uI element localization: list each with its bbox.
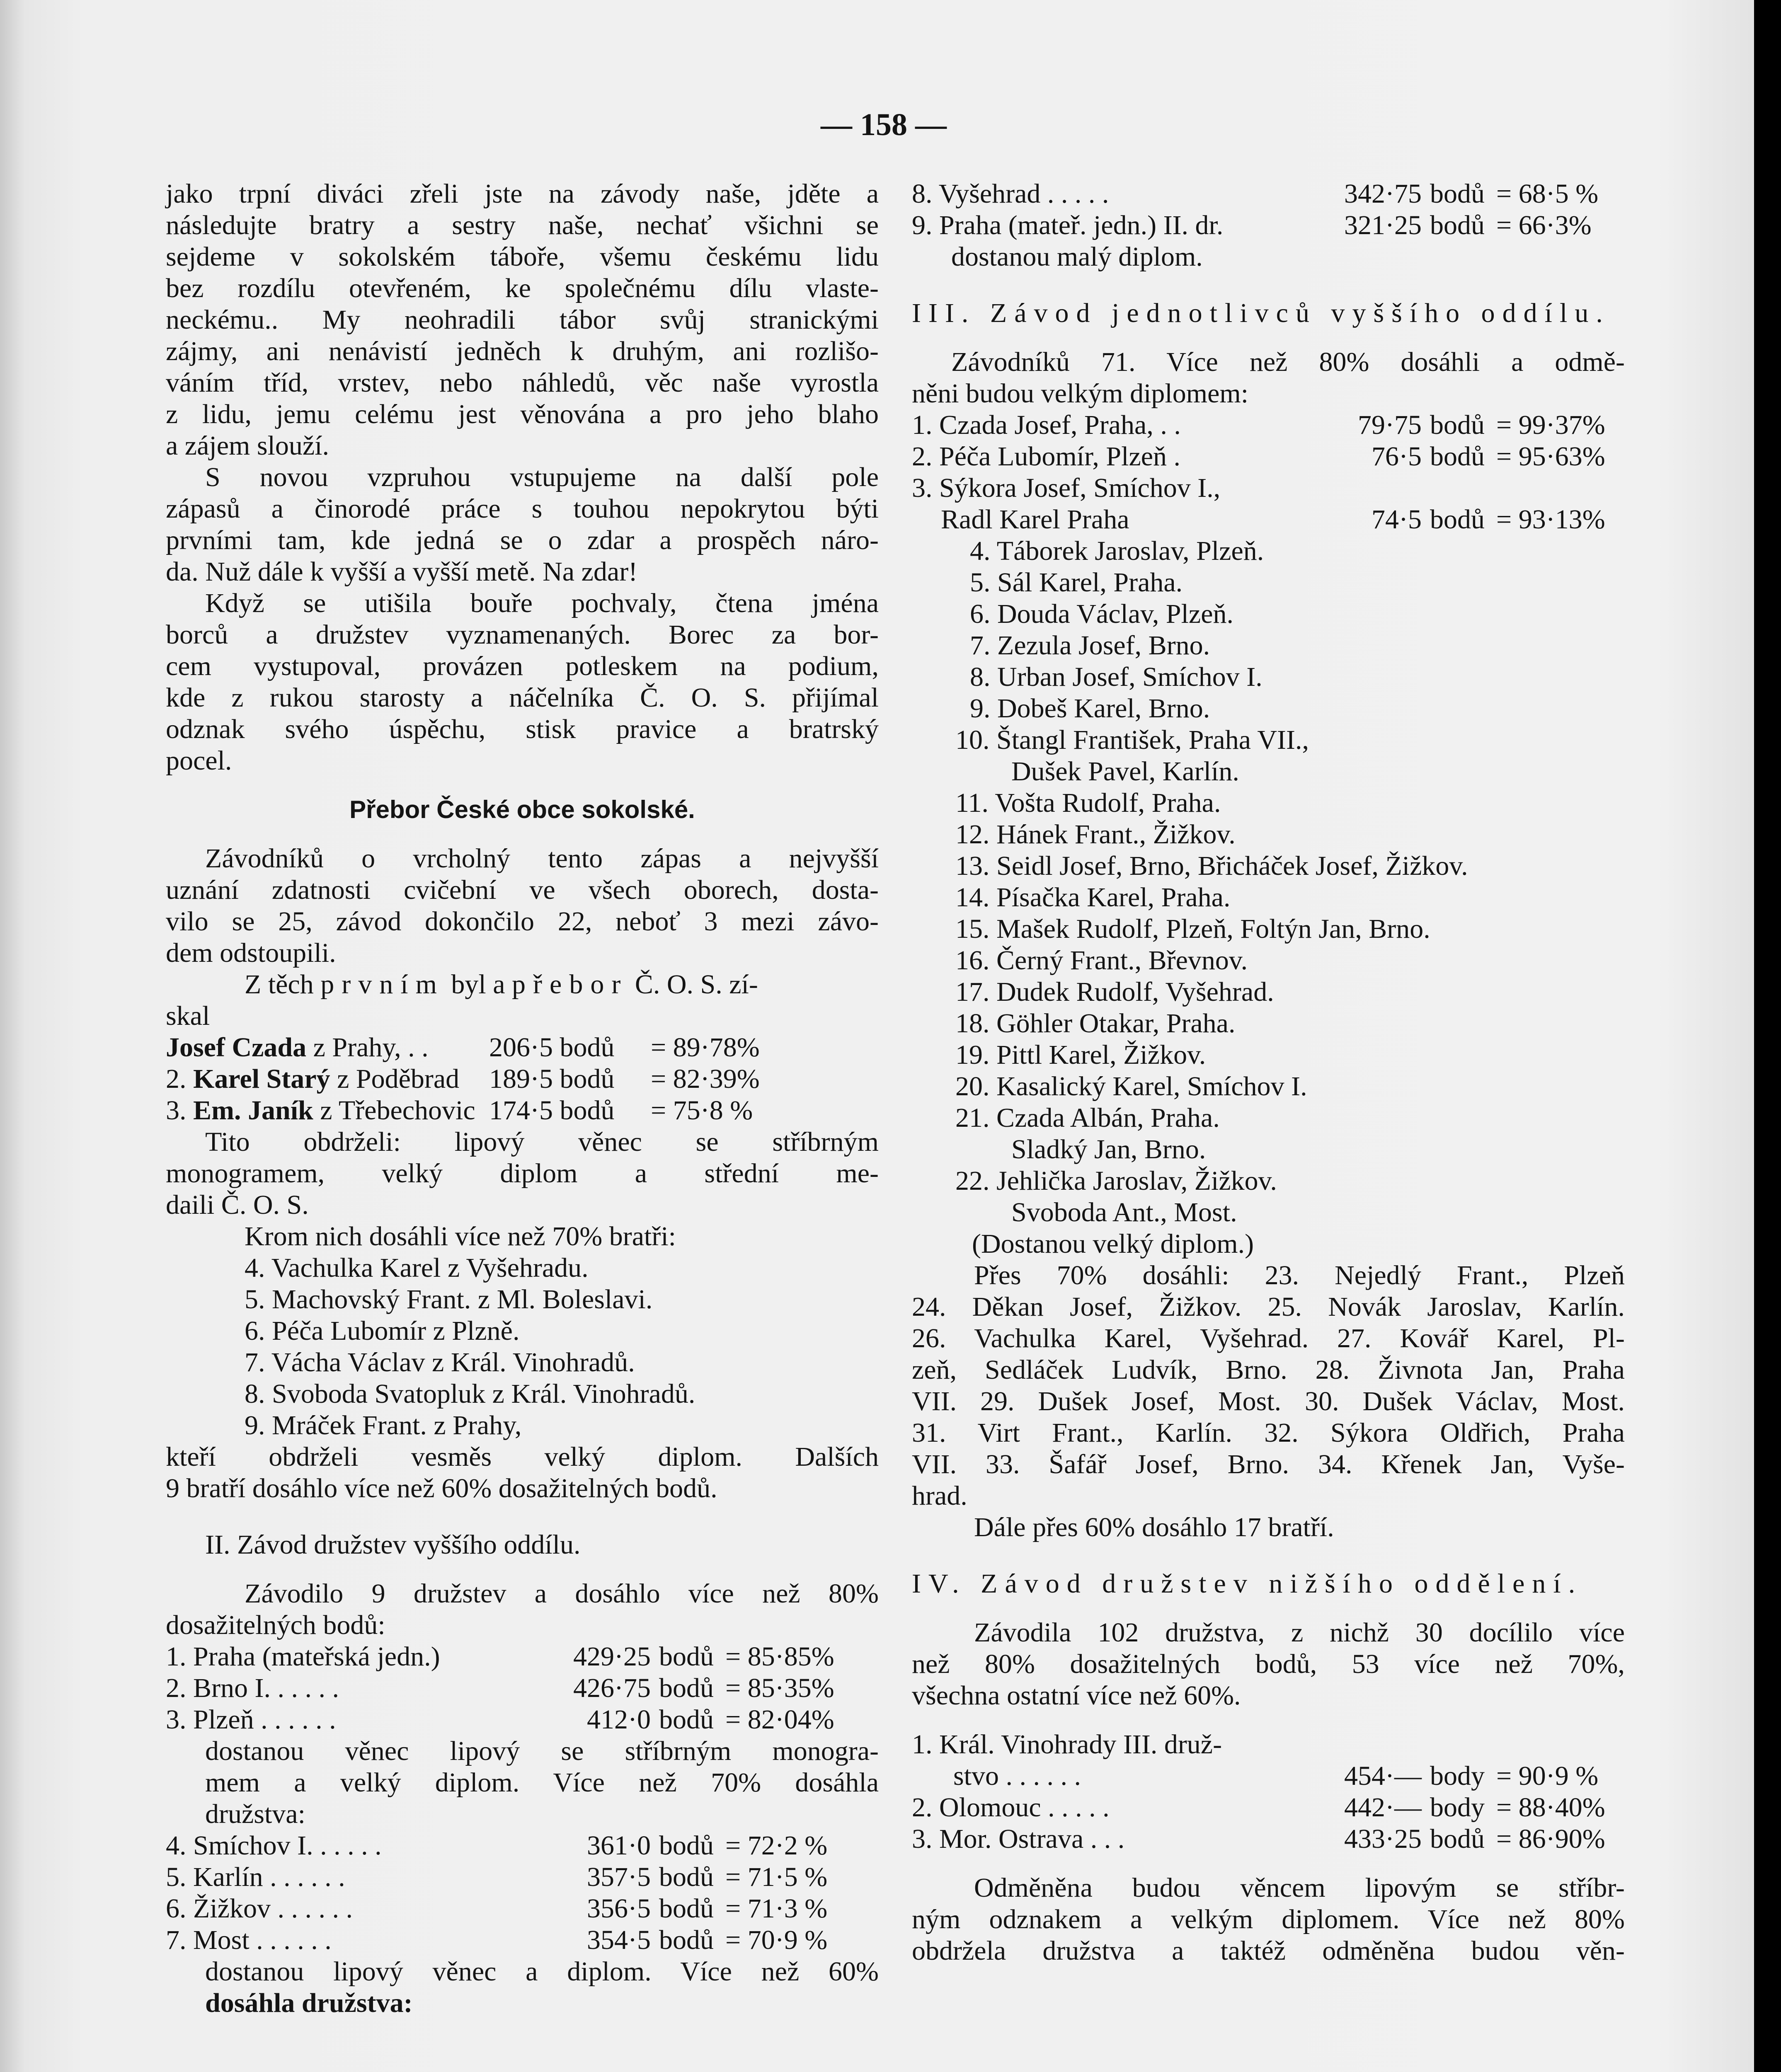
- team-name: 6. Žižkov . . . . . .: [166, 1893, 353, 1924]
- above70-list: [166, 1252, 879, 1441]
- text-line: pocel.: [166, 746, 232, 776]
- athlete-points: 76·5: [1371, 441, 1422, 472]
- text-line: dostanou lipový věnec a diplom. Více než 60%: [205, 1956, 879, 1987]
- table-row: [166, 1095, 879, 1126]
- team-unit: bodů: [659, 1704, 714, 1735]
- athlete-unit: bodů: [1430, 441, 1485, 472]
- winner-name: Em. Janík: [193, 1095, 313, 1126]
- list-item: 14. Písačka Karel, Praha.: [955, 882, 1231, 913]
- section-heading: II. Závod družstev vyššího oddílu.: [205, 1530, 581, 1560]
- team-name: 1. Praha (mateřská jedn.): [166, 1641, 440, 1672]
- paragraph: [166, 588, 879, 777]
- team-unit: bodů: [659, 1925, 714, 1955]
- list-item: 8. Urban Josef, Smíchov I.: [970, 662, 1262, 692]
- list-item: Dušek Pavel, Karlín.: [1011, 756, 1239, 787]
- list-item: 6. Douda Václav, Plzeň.: [970, 599, 1233, 629]
- text-line: dosažitelných bodů:: [166, 1610, 385, 1640]
- text-line: než 80% dosažitelných bodů, 53 více než 70%,: [912, 1649, 1625, 1679]
- team-name: 7. Most . . . . . .: [166, 1925, 332, 1955]
- table-row: [166, 1673, 879, 1704]
- list-item: 8. Svoboda Svatopluk z Král. Vinohradů.: [245, 1379, 695, 1409]
- team-unit: bodů: [659, 1673, 714, 1703]
- table-row: [912, 1792, 1625, 1823]
- winner-rank: 2.: [166, 1064, 187, 1094]
- paragraph: [166, 843, 879, 1032]
- text-line: Dále přes 60% dosáhlo 17 bratří.: [974, 1512, 1334, 1542]
- team-unit: bodů: [659, 1830, 714, 1861]
- text-line: a zájem slouží.: [166, 431, 330, 461]
- text-line: dem odstoupili.: [166, 938, 336, 968]
- team-points: 361·0: [587, 1830, 651, 1861]
- table-row: [912, 441, 1625, 472]
- text-line: Odměněna budou věncem lipovým se stříbr-: [974, 1873, 1625, 1903]
- text-line: všechna ostatní více než 60%.: [912, 1680, 1241, 1711]
- text-line: monogramem, velký diplom a střední me-: [166, 1158, 879, 1188]
- text-line: S novou vzpruhou vstupujeme na další pole: [205, 462, 879, 492]
- section-heading: [912, 1568, 1625, 1600]
- team-unit: bodů: [659, 1641, 714, 1672]
- table-row: [912, 472, 1625, 504]
- team-unit: bodů: [1430, 210, 1485, 240]
- winner-from: z Prahy, . .: [313, 1032, 429, 1063]
- text-line: VII. 29. Dušek Josef, Most. 30. Dušek Václav, Most.: [912, 1386, 1625, 1416]
- text-line: borců a družstev vyznamenaných. Borec za bor-: [166, 620, 879, 650]
- text-span: Č. O. S. zí-: [635, 969, 758, 1000]
- list-item: 18. Göhler Otakar, Praha.: [955, 1008, 1236, 1038]
- text-line: 31. Virt Frant., Karlín. 32. Sýkora Oldřich, Praha: [912, 1418, 1625, 1448]
- heading-text: IV. Závod družstev nižšího oddělení.: [912, 1569, 1583, 1599]
- winner-from: z Třebechovic: [320, 1095, 475, 1126]
- athlete-pct: = 99·37%: [1496, 410, 1605, 440]
- list-item: 16. Černý Frant., Břevnov.: [955, 945, 1248, 975]
- page-number: — 158 —: [821, 107, 947, 142]
- table-row: [912, 1760, 1625, 1792]
- text-line: něni budou velkým diplomem:: [912, 378, 1249, 409]
- text-line: Když se utišila bouře pochvaly, čtena jména: [205, 588, 879, 618]
- text-line: Přes 70% dosáhli: 23. Nejedlý Frant., Plzeň: [974, 1260, 1625, 1290]
- athlete-pct: = 93·13%: [1496, 504, 1605, 535]
- individuals-top-table: [912, 409, 1625, 535]
- list-item: 17. Dudek Rudolf, Vyšehrad.: [955, 977, 1274, 1007]
- table-row: [912, 178, 1625, 210]
- list-item: 13. Seidl Josef, Brno, Břicháček Josef, Žižkov.: [955, 851, 1468, 881]
- winner-rank: 3.: [166, 1095, 187, 1126]
- list-item: 1. Král. Vinohrady III. druž-: [912, 1729, 1222, 1760]
- text-line: da. Nuž dále k vyšší a vyšší metě. Na zdar!: [166, 557, 638, 587]
- list-item: 9. Mráček Frant. z Prahy,: [245, 1410, 522, 1440]
- text-line: Krom nich dosáhli více než 70% bratři:: [245, 1221, 676, 1251]
- team-points: 426·75: [573, 1673, 651, 1703]
- list-item: 11. Vošta Rudolf, Praha.: [955, 788, 1221, 818]
- text-line: prvními tam, kde jedná se o zdar a prospěch náro-: [166, 525, 879, 555]
- team-points: 433·25: [1344, 1824, 1422, 1854]
- text-line: uznání zdatnosti cvičební ve všech oborech, dosta-: [166, 875, 879, 905]
- team-pct: = 82·04%: [725, 1704, 834, 1735]
- athlete-points: 79·75: [1358, 410, 1422, 440]
- table-row: [166, 1861, 879, 1893]
- team-points: 321·25: [1344, 210, 1422, 240]
- text-line: daili Č. O. S.: [166, 1190, 309, 1220]
- list-item: Svoboda Ant., Most.: [1011, 1197, 1237, 1227]
- table-row: [166, 1893, 879, 1924]
- table-row: [166, 1641, 879, 1673]
- winner-points: 206·5 bodů: [489, 1032, 615, 1063]
- table-row: [912, 210, 1625, 241]
- paragraph: [912, 1260, 1625, 1512]
- winner-points: 189·5 bodů: [489, 1064, 615, 1094]
- table-row: [166, 1830, 879, 1861]
- team-pct: = 88·40%: [1496, 1792, 1605, 1823]
- team-unit: bodů: [659, 1893, 714, 1924]
- right-column: [912, 178, 1625, 1967]
- list-item: 4. Táborek Jaroslav, Plzeň.: [970, 536, 1264, 566]
- team-pct: = 90·9 %: [1496, 1761, 1599, 1791]
- text-line: 9 bratří dosáhlo více než 60% dosažitelných bodů.: [166, 1473, 717, 1503]
- winner-pct: = 82·39%: [651, 1064, 760, 1094]
- team-name: 3. Plzeň . . . . . .: [166, 1704, 336, 1735]
- team-points: 429·25: [573, 1641, 651, 1672]
- team-points: 357·5: [587, 1862, 651, 1892]
- text-span: byl a: [451, 969, 505, 1000]
- left-column: [166, 178, 879, 2019]
- text-line: dostanou malý diplom.: [951, 242, 1203, 272]
- athlete-unit: bodů: [1430, 410, 1485, 440]
- athlete-points: 74·5: [1371, 504, 1422, 535]
- team-name: 4. Smíchov I. . . . . .: [166, 1830, 382, 1861]
- lower-teams-table: [912, 1760, 1625, 1855]
- teams-mid-table: [166, 1830, 879, 1956]
- table-row: [912, 409, 1625, 441]
- list-item: 19. Pittl Karel, Žižkov.: [955, 1040, 1206, 1070]
- text-line: Závodníků o vrcholný tento zápas a nejvyšší: [205, 843, 879, 874]
- section-heading: [912, 298, 1625, 329]
- team-pct: = 72·2 %: [725, 1830, 828, 1861]
- text-line: mem a velký diplom. Více než 70% dosáhla: [205, 1767, 879, 1798]
- athlete-pct: = 95·63%: [1496, 441, 1605, 472]
- text-line: skal: [166, 1001, 210, 1031]
- list-item: 7. Vácha Václav z Král. Vinohradů.: [245, 1347, 635, 1377]
- spaced-text: přebor: [512, 969, 628, 1000]
- text-line: [166, 969, 879, 1000]
- team-unit: bodů: [1430, 1824, 1485, 1854]
- text-line: neckému.. My neohradili tábor svůj stranickými: [166, 305, 879, 335]
- list-item: 5. Sál Karel, Praha.: [970, 567, 1183, 598]
- athlete-name: 3. Sýkora Josef, Smíchov I.,: [912, 473, 1221, 503]
- text-line: cem vystupoval, provázen potleskem na podium,: [166, 651, 879, 681]
- text-line: Závodníků 71. Více než 80% dosáhli a odmě-: [951, 347, 1625, 377]
- text-line: 26. Vachulka Karel, Vyšehrad. 27. Kovář Karel, Pl-: [912, 1323, 1625, 1353]
- team-name: 2. Brno I. . . . . .: [166, 1673, 339, 1703]
- winner-name: Josef Czada: [166, 1032, 307, 1063]
- list-item: 15. Mašek Rudolf, Plzeň, Foltýn Jan, Brno.: [955, 914, 1430, 944]
- team-name: 5. Karlín . . . . . .: [166, 1862, 345, 1892]
- team-pct: = 70·9 %: [725, 1925, 828, 1955]
- text-line: váním tříd, vrstev, nebo náhledů, věc naše vyrostla: [166, 368, 879, 398]
- text-line: dosáhla družstva:: [205, 1988, 413, 2018]
- text-span: Z těch: [245, 969, 314, 1000]
- spaced-text: prvním: [320, 969, 444, 1000]
- text-line: jako trpní diváci zřeli jste na závody naše, jděte a: [166, 179, 879, 209]
- team-pct: = 68·5 %: [1496, 179, 1599, 209]
- team-pct: = 71·5 %: [725, 1862, 828, 1892]
- text-line: hrad.: [912, 1481, 967, 1511]
- athlete-name: Radl Karel Praha: [941, 504, 1129, 535]
- text-line: kteří obdrželi vesměs velký diplom. Dalších: [166, 1442, 879, 1472]
- winner-name: Karel Starý: [193, 1064, 330, 1094]
- text-line: Závodilo 9 družstev a dosáhlo více než 80%: [245, 1578, 879, 1609]
- team-pct: = 85·85%: [725, 1641, 834, 1672]
- team-name: 9. Praha (mateř. jedn.) II. dr.: [912, 210, 1224, 240]
- text-line: zápasů a činorodé práce s touhou nepokrytou býti: [166, 494, 879, 524]
- list-item: 7. Zezula Josef, Brno.: [970, 630, 1210, 661]
- winner-from: z Poděbrad: [337, 1064, 460, 1094]
- section-heading: Přebor České obce sokolské.: [349, 796, 695, 823]
- team-unit: body: [1430, 1792, 1485, 1823]
- athlete-unit: bodů: [1430, 504, 1485, 535]
- team-pct: = 66·3%: [1496, 210, 1592, 240]
- paragraph: [166, 462, 879, 588]
- winners-table: [166, 1032, 879, 1126]
- heading-text: III. Závod jednotlivců vyššího oddílu.: [912, 298, 1610, 328]
- text-line: ným odznakem a velkým diplomem. Více než 80%: [912, 1904, 1625, 1934]
- individuals-list: [912, 535, 1625, 1260]
- table-row: [166, 1924, 879, 1956]
- table-row: [166, 1032, 879, 1063]
- text-line: následujte bratry a sestry naše, nechať všichni se: [166, 210, 879, 240]
- athlete-points: [1326, 472, 1422, 504]
- table-row: [912, 1823, 1625, 1855]
- winner-pct: = 75·8 %: [651, 1095, 753, 1126]
- text-line: 24. Děkan Josef, Žižkov. 25. Novák Jaroslav, Karlín.: [912, 1292, 1625, 1322]
- text-line: VII. 33. Šafář Josef, Brno. 34. Křenek Jan, Vyše-: [912, 1449, 1625, 1479]
- text-line: odznak svého úspěchu, stisk pravice a bratrský: [166, 714, 879, 744]
- list-item: 22. Jehlička Jaroslav, Žižkov.: [955, 1166, 1277, 1196]
- paragraph: [166, 1126, 879, 1221]
- team-points: 412·0: [587, 1704, 651, 1735]
- list-item: 12. Hánek Frant., Žižkov.: [955, 819, 1236, 850]
- scan-edge: [1754, 0, 1781, 2072]
- list-item: 20. Kasalický Karel, Smíchov I.: [955, 1071, 1307, 1101]
- team-points: 442·—: [1344, 1792, 1422, 1823]
- text-line: zeň, Sedláček Ludvík, Brno. 28. Živnota Jan, Praha: [912, 1355, 1625, 1385]
- list-item: 6. Péča Lubomír z Plzně.: [245, 1316, 520, 1346]
- table-row: [166, 1063, 879, 1095]
- team-points: 356·5: [587, 1893, 651, 1924]
- text-line: sejdeme v sokolském táboře, všemu českému lidu: [166, 242, 879, 272]
- text-line: vilo se 25, závod dokončilo 22, neboť 3 mezi závo-: [166, 906, 879, 937]
- text-line: obdržela družstva a taktéž odměněna budou věn-: [912, 1936, 1625, 1966]
- list-item: 21. Czada Albán, Praha.: [955, 1103, 1220, 1133]
- team-points: 454·—: [1344, 1761, 1422, 1791]
- list-item: (Dostanou velký diplom.): [972, 1229, 1254, 1259]
- athlete-unit: [1422, 472, 1496, 504]
- team-name: 8. Vyšehrad . . . . .: [912, 179, 1109, 209]
- text-line: kde z rukou starosty a náčelníka Č. O. S. přijímal: [166, 683, 879, 713]
- team-name: stvo . . . . . .: [953, 1761, 1081, 1791]
- list-item: 10. Štangl František, Praha VII.,: [955, 725, 1309, 755]
- team-name: 3. Mor. Ostrava . . .: [912, 1824, 1125, 1854]
- team-pct: = 86·90%: [1496, 1824, 1605, 1854]
- text-line: družstva:: [205, 1799, 305, 1829]
- table-row: [912, 504, 1625, 535]
- winner-pct: = 89·78%: [651, 1032, 760, 1063]
- team-unit: body: [1430, 1761, 1485, 1791]
- team-pct: = 85·35%: [725, 1673, 834, 1703]
- intro-paragraph: [166, 178, 879, 462]
- list-item: 4. Vachulka Karel z Vyšehradu.: [245, 1253, 589, 1283]
- text-line: z lidu, jemu celému jest věnována a pro jeho blaho: [166, 399, 879, 429]
- teams-top-table: [166, 1641, 879, 1736]
- athlete-pct: [1496, 472, 1625, 504]
- table-row: [166, 1704, 879, 1736]
- team-unit: bodů: [659, 1862, 714, 1892]
- teams-low-table: [912, 178, 1625, 241]
- text-line: Závodila 102 družstva, z nichž 30 docílilo více: [974, 1617, 1625, 1648]
- team-pct: = 71·3 %: [725, 1893, 828, 1924]
- text-line: dostanou věnec lipový se stříbrným monogra-: [205, 1736, 879, 1766]
- list-item: 9. Dobeš Karel, Brno.: [970, 693, 1210, 724]
- team-name: 2. Olomouc . . . . .: [912, 1792, 1110, 1823]
- team-points: 342·75: [1344, 179, 1422, 209]
- athlete-name: 1. Czada Josef, Praha, . .: [912, 410, 1181, 440]
- athlete-name: 2. Péča Lubomír, Plzeň .: [912, 441, 1181, 472]
- text-line: bez rozdílu otevřeném, ke společnému dílu vlaste-: [166, 273, 879, 303]
- list-item: Sladký Jan, Brno.: [1011, 1134, 1206, 1164]
- winner-points: 174·5 bodů: [489, 1095, 615, 1126]
- text-line: zájmy, ani nenávistí jedněch k druhým, ani rozlišo-: [166, 336, 879, 366]
- team-points: 354·5: [587, 1925, 651, 1955]
- team-unit: bodů: [1430, 179, 1485, 209]
- list-item: 5. Machovský Frant. z Ml. Boleslavi.: [245, 1284, 653, 1314]
- text-line: Tito obdrželi: lipový věnec se stříbrným: [205, 1127, 879, 1157]
